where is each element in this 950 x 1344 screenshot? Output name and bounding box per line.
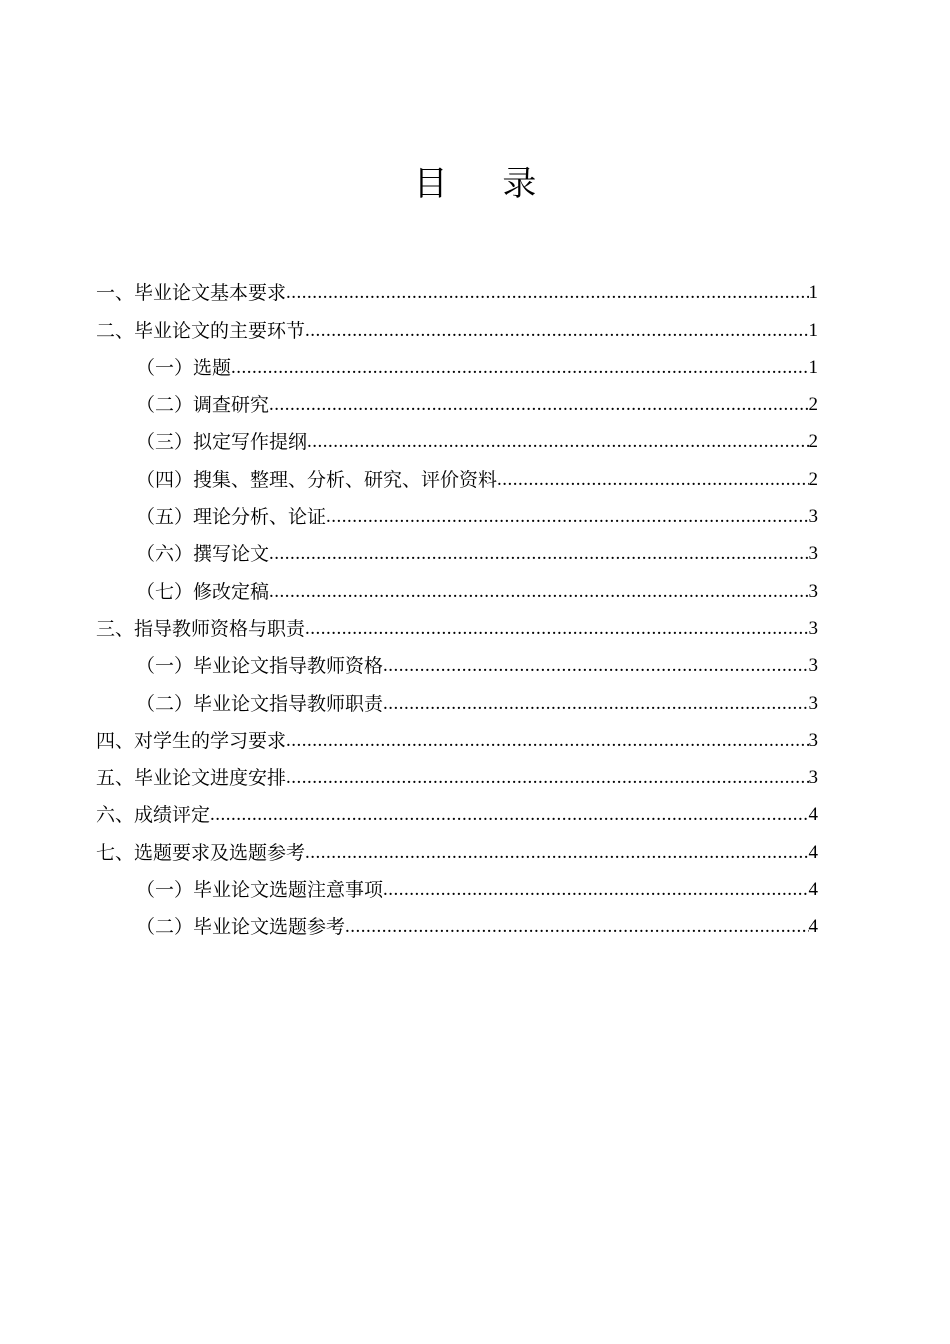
toc-entry-text: （三）拟定写作提纲 bbox=[136, 431, 308, 454]
toc-entry-text: 四、对学生的学习要求 bbox=[96, 729, 287, 752]
toc-entry[interactable] bbox=[96, 347, 818, 384]
toc-entry-text: 三、指导教师资格与职责 bbox=[96, 617, 306, 640]
toc-dot-leader bbox=[307, 428, 808, 458]
toc-dot-leader bbox=[210, 801, 808, 831]
toc-dot-leader bbox=[286, 279, 808, 309]
toc-entry[interactable] bbox=[96, 682, 818, 719]
toc-entry-text: （五）理论分析、论证 bbox=[136, 506, 327, 529]
toc-entry-text: （二）毕业论文选题参考 bbox=[136, 916, 346, 939]
toc-entry[interactable] bbox=[96, 496, 818, 533]
toc-page-number: 3 bbox=[808, 506, 818, 528]
toc-entry-text: （二）毕业论文指导教师职责 bbox=[136, 692, 384, 715]
toc-entry-text: （一）毕业论文选题注意事项 bbox=[136, 879, 384, 902]
toc-dot-leader bbox=[269, 578, 808, 608]
toc-page-number: 4 bbox=[808, 879, 818, 901]
toc-page-number: 3 bbox=[808, 580, 818, 602]
toc-entry-text: （一）选题 bbox=[136, 356, 232, 379]
toc-entry[interactable] bbox=[96, 906, 818, 943]
toc-entry-text: 一、毕业论文基本要求 bbox=[96, 282, 287, 305]
toc-dot-leader bbox=[326, 503, 808, 533]
toc-entry-text: 二、毕业论文的主要环节 bbox=[96, 319, 306, 342]
toc-page-number: 4 bbox=[808, 841, 818, 863]
toc-entry-text: 六、成绩评定 bbox=[96, 804, 211, 827]
toc-page-number: 1 bbox=[808, 319, 818, 341]
toc-page-number: 3 bbox=[808, 543, 818, 565]
toc-entry[interactable] bbox=[96, 570, 818, 607]
toc-entry[interactable] bbox=[96, 458, 818, 495]
toc-entry-text: 五、毕业论文进度安排 bbox=[96, 767, 287, 790]
toc-entry[interactable] bbox=[96, 794, 818, 831]
toc-entry-text: （二）调查研究 bbox=[136, 394, 270, 417]
toc-entry-text: （四）搜集、整理、分析、研究、评价资料 bbox=[136, 468, 498, 491]
toc-dot-leader bbox=[305, 615, 808, 645]
toc-dot-leader bbox=[383, 876, 808, 906]
toc-entry[interactable] bbox=[96, 272, 818, 309]
toc-page-number: 3 bbox=[808, 767, 818, 789]
toc-entry[interactable] bbox=[96, 309, 818, 346]
toc-dot-leader bbox=[345, 913, 808, 943]
toc-entry-text: （一）毕业论文指导教师资格 bbox=[136, 655, 384, 678]
toc-entry[interactable] bbox=[96, 869, 818, 906]
toc-page-number: 3 bbox=[808, 692, 818, 714]
toc-page-number: 2 bbox=[808, 468, 818, 490]
toc-dot-leader bbox=[269, 391, 808, 421]
toc-page-number: 2 bbox=[808, 394, 818, 416]
toc-dot-leader bbox=[497, 466, 808, 496]
toc-dot-leader bbox=[269, 540, 808, 570]
toc-entry[interactable] bbox=[96, 533, 818, 570]
toc-entry[interactable] bbox=[96, 608, 818, 645]
toc-dot-leader bbox=[383, 690, 808, 720]
toc-dot-leader bbox=[383, 652, 808, 682]
toc-entry-text: （七）修改定稿 bbox=[136, 580, 270, 603]
toc-page-number: 3 bbox=[808, 729, 818, 751]
toc-dot-leader bbox=[286, 727, 808, 757]
toc-page-number: 1 bbox=[808, 356, 818, 378]
toc-page-number: 2 bbox=[808, 431, 818, 453]
toc-entry[interactable] bbox=[96, 720, 818, 757]
toc-dot-leader bbox=[305, 317, 808, 347]
toc-dot-leader bbox=[231, 354, 808, 384]
toc-entry[interactable] bbox=[96, 421, 818, 458]
toc-entry[interactable] bbox=[96, 384, 818, 421]
toc-page-number: 3 bbox=[808, 655, 818, 677]
table-of-contents bbox=[96, 272, 818, 943]
page-title: 目 录 bbox=[413, 164, 559, 204]
toc-page-number: 4 bbox=[808, 916, 818, 938]
toc-entry-text: 七、选题要求及选题参考 bbox=[96, 841, 306, 864]
toc-dot-leader bbox=[305, 839, 808, 869]
toc-dot-leader bbox=[286, 764, 808, 794]
toc-entry[interactable] bbox=[96, 831, 818, 868]
toc-entry[interactable] bbox=[96, 645, 818, 682]
toc-page-number: 4 bbox=[808, 804, 818, 826]
toc-entry[interactable] bbox=[96, 757, 818, 794]
toc-entry-text: （六）撰写论文 bbox=[136, 543, 270, 566]
toc-page-number: 1 bbox=[808, 282, 818, 304]
toc-page-number: 3 bbox=[808, 617, 818, 639]
